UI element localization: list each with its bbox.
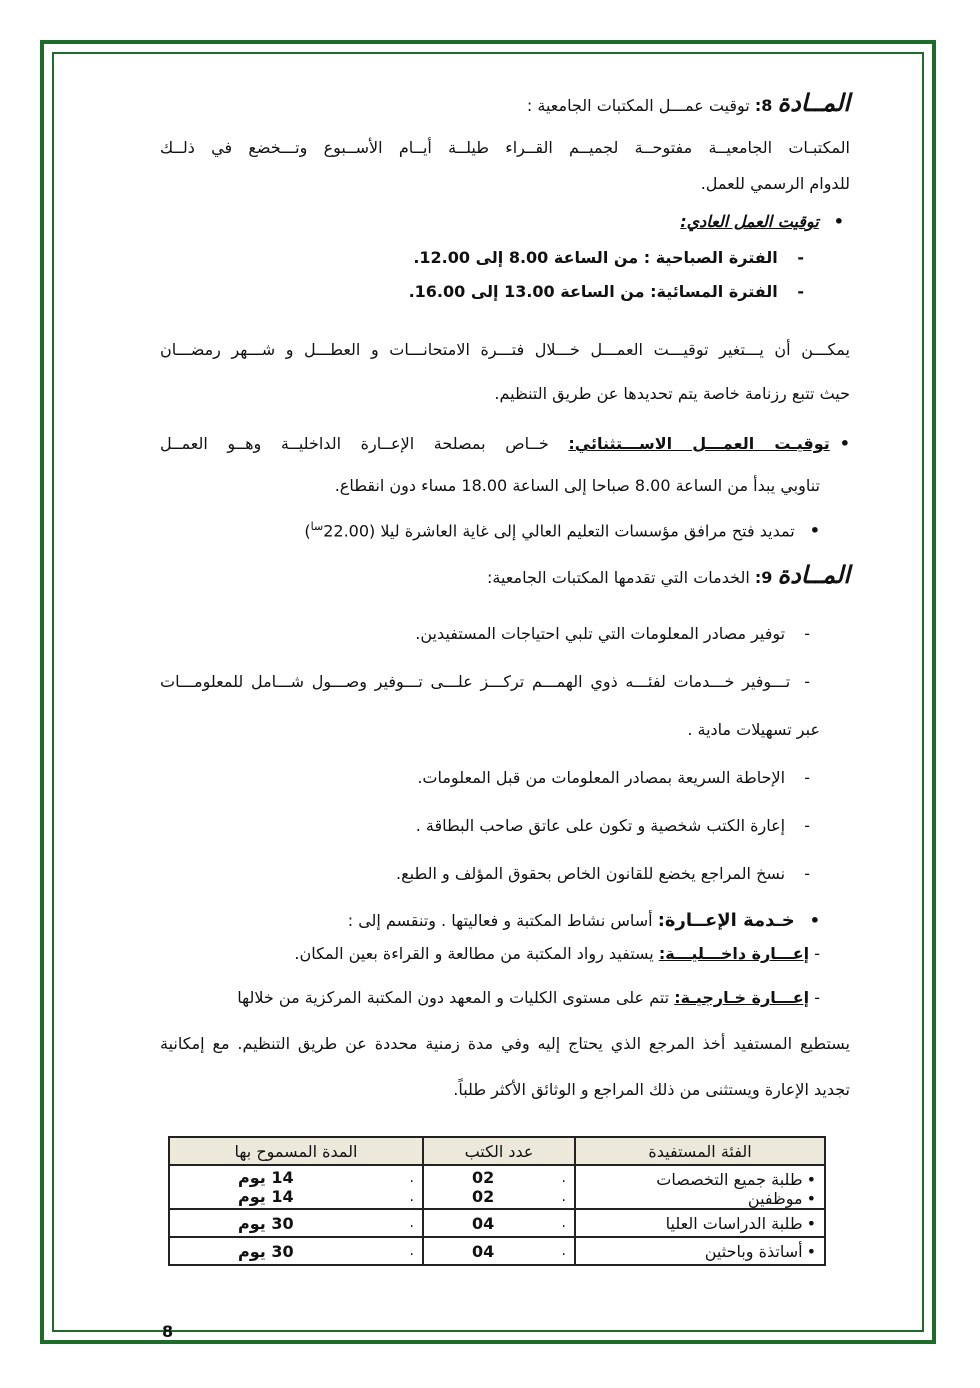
internal-lending: [294, 944, 820, 963]
duration-value: 30 يوم: [238, 1213, 294, 1233]
books-value: 02: [472, 1168, 495, 1187]
service-item-5-text: نسخ المراجع يخضع للقانون الخاص بحقوق المؤلف و الطبع.: [396, 864, 786, 883]
table-row: [169, 1209, 825, 1237]
extension-unit: سا: [310, 520, 324, 533]
books-value: 04: [472, 1213, 495, 1233]
external-lending-line3: تجديد الإعارة ويستثنى من ذلك المراجع و الوثائق الأكثر طلباً.: [453, 1080, 850, 1099]
lending-service: [348, 910, 820, 931]
table-cell-category: [575, 1209, 825, 1237]
table-row: [169, 1165, 825, 1209]
schedule-change-line2: حيث تتبع رزنامة خاصة يتم تحديدها عن طريق التنظيم.: [494, 384, 850, 403]
table-header-category: الفئة المستفيدة: [575, 1137, 825, 1165]
external-lending-line1: [237, 988, 820, 1007]
morning-period-text: الفترة الصباحية : من الساعة 8.00 إلى 12.00.: [413, 248, 778, 267]
service-item-2-line2: عبر تسهيلات مادية .: [687, 720, 820, 739]
service-item-1-text: توفير مصادر المعلومات التي تلبي احتياجات المستفيدين.: [415, 624, 786, 643]
dot-icon: .: [409, 1243, 414, 1259]
duration-value: 14 يوم: [238, 1187, 294, 1206]
table-cell-books: [423, 1165, 575, 1209]
article8-paragraph-line2: للدوام الرسمي للعمل.: [700, 174, 850, 193]
dash-icon: -: [797, 248, 804, 267]
external-lending-text: تتم على مستوى الكليات و المعهد دون المكتبة المركزية من خلالها: [237, 988, 670, 1007]
exceptional-hours-title: توقيـت العمـــل الاســـتثنائي:: [568, 434, 830, 453]
lending-text: أساس نشاط المكتبة و فعاليتها . وتنقسم إلى :: [347, 911, 653, 930]
category-text: طلبة الدراسات العليا: [665, 1213, 803, 1233]
bullet-icon: •: [806, 1213, 816, 1233]
regular-hours-heading: [680, 212, 844, 231]
service-item-5: [396, 864, 810, 883]
table-cell-books: [423, 1237, 575, 1265]
service-item-2-line1: [160, 672, 810, 691]
article8-paragraph-line1: المكتبـات الجامعيــة مفتوحــة لجميــم القــراء طيلــة أيــام الأســبوع وتـــخضع في ذلــك: [160, 138, 850, 157]
table-cell-duration: [169, 1209, 423, 1237]
bullet-icon: •: [806, 1170, 816, 1189]
article8-label: المــادة: [777, 88, 850, 117]
external-lending-line2: يستطيع المستفيد أخذ المرجع الذي يحتاج إليه وفي مدة زمنية محددة عن طريق التنظيم. مع إمكانية: [160, 1034, 850, 1053]
article8-number: 8:: [754, 96, 773, 115]
service-item-3: [417, 768, 810, 787]
table-header-duration: المدة المسموح بها: [169, 1137, 423, 1165]
extension-line: [304, 520, 820, 540]
category-text: موظفين: [747, 1189, 803, 1208]
bullet-icon: •: [809, 521, 820, 541]
dash-icon: -: [814, 944, 820, 963]
internal-lending-title: إعـــارة داخـــليـــة:: [658, 944, 810, 963]
morning-period: [413, 248, 804, 267]
exceptional-hours-line1: [160, 434, 850, 453]
books-value: 02: [472, 1187, 495, 1206]
dot-icon: .: [561, 1243, 566, 1259]
service-item-4-text: إعارة الكتب شخصية و تكون على عاتق صاحب البطاقة .: [415, 816, 786, 835]
service-item-1: [415, 624, 810, 643]
article8-title: توقيت عمـــل المكتبات الجامعية :: [526, 96, 750, 115]
table-header-row: [169, 1137, 825, 1165]
bullet-icon: •: [806, 1189, 816, 1208]
article9-heading: [487, 560, 850, 589]
exceptional-hours-line2: تناوبي يبدأ من الساعة 8.00 صباحا إلى الساعة 18.00 مساء دون انقطاع.: [334, 476, 820, 495]
table-cell-duration: [169, 1165, 423, 1209]
dash-icon: -: [814, 988, 820, 1007]
table-cell-books: [423, 1209, 575, 1237]
duration-value: 14 يوم: [238, 1168, 294, 1187]
dash-icon: -: [804, 816, 810, 835]
table-cell-category: [575, 1237, 825, 1265]
category-text: أساتذة وباحثين: [704, 1241, 803, 1261]
duration-value: 30 يوم: [238, 1241, 294, 1261]
dot-icon: .: [409, 1188, 414, 1205]
bullet-icon: •: [806, 1241, 816, 1261]
bullet-icon: •: [809, 911, 820, 930]
dash-icon: -: [804, 624, 810, 643]
table-header-books: عدد الكتب: [423, 1137, 575, 1165]
extension-close: ): [304, 521, 311, 541]
dash-icon: -: [804, 864, 810, 883]
service-item-2-text: تـــوفير خـــدمات لفئـــه ذوي الهمـــم تركـــز علـــى تـــوفير وصـــول شـــامل للمعلومـــات: [160, 672, 791, 691]
page-number: 8: [162, 1322, 174, 1341]
dot-icon: .: [409, 1169, 414, 1186]
bullet-icon: •: [833, 212, 844, 231]
internal-lending-text: يستفيد رواد المكتبة من مطالعة و القراءة بعين المكان.: [294, 944, 654, 963]
dot-icon: .: [561, 1188, 566, 1205]
lending-title: خـدمة الإعــارة:: [657, 910, 795, 931]
dot-icon: .: [409, 1215, 414, 1231]
dash-icon: -: [804, 672, 810, 691]
dot-icon: .: [561, 1169, 566, 1186]
dot-icon: .: [561, 1215, 566, 1231]
extension-text: تمديد فتح مرافق مؤسسات التعليم العالي إلى غاية العاشرة ليلا (22.00: [323, 521, 795, 541]
evening-period-text: الفترة المسائية: من الساعة 13.00 إلى 16.00.: [408, 282, 778, 301]
article8-heading: [527, 88, 850, 117]
regular-hours-title: توقيت العمل العادي:: [680, 212, 819, 231]
service-item-3-text: الإحاطة السريعة بمصادر المعلومات من قبل المعلومات.: [417, 768, 786, 787]
category-text: طلبة جميع التخصصات: [656, 1170, 803, 1189]
article9-title: الخدمات التي تقدمها المكتبات الجامعية:: [487, 568, 750, 587]
exceptional-hours-text: خــاص بمصلحة الإعــارة الداخليــة وهــو العمــل: [160, 434, 549, 453]
article9-number: 9:: [754, 568, 773, 587]
books-value: 04: [472, 1241, 495, 1261]
service-item-4: [416, 816, 810, 835]
table-row: [169, 1237, 825, 1265]
table-cell-category: [575, 1165, 825, 1209]
dash-icon: -: [797, 282, 804, 301]
evening-period: [409, 282, 804, 301]
bullet-icon: •: [839, 434, 851, 453]
table-cell-duration: [169, 1237, 423, 1265]
lending-table: [168, 1136, 826, 1266]
article9-label: المــادة: [777, 560, 850, 589]
dash-icon: -: [804, 768, 810, 787]
schedule-change-line1: يمكـــن أن يـــتغير توقيـــت العمـــل خـــلال فتـــرة الامتحانـــات و العطـــل و شـــهر رمضـــان: [160, 340, 850, 359]
external-lending-title: إعـــارة خـارجيـة:: [674, 988, 810, 1007]
